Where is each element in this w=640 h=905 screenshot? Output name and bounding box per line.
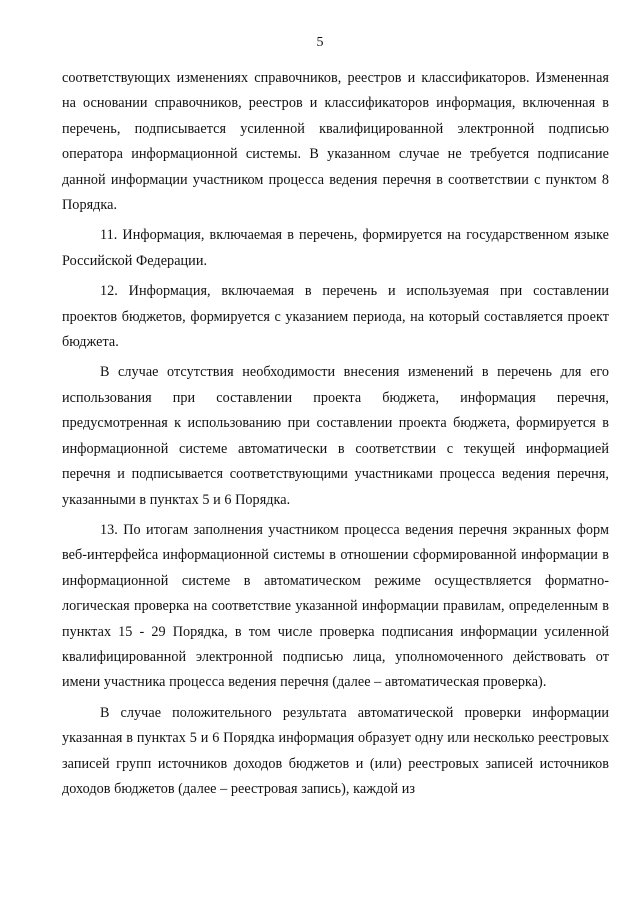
paragraph-continuation: соответствующих изменениях справочников, реестров и классификаторов. Измененная на основании справочников, реестров и классификаторов информация, включенная в перечень, подписывается усиленной квалифицированной электронной подписью оператора информационной системы. В указанном случае не требуется подписание данной информации участником процесса ведения перечня в соответствии с пунктом 8 Порядка. <box>62 70 609 214</box>
page-number: 5 <box>316 35 324 50</box>
paragraph-item-13: 13. По итогам заполнения участником процесса ведения перечня экранных форм веб-интерфейса информационной системы в отношении сформированной информации в информационной системе в автоматическом режиме осуществляется форматно-логическая проверка на соответствие указанной информации правилам, определенным в пунктах 15 - 29 Порядка, в том числе проверка подписания информации усиленной квалифицированной электронной подписью лица, уполномоченного действовать от имени участника процесса ведения перечня (далее – автоматическая проверка). <box>62 521 609 691</box>
paragraph-item-11: 11. Информация, включаемая в перечень, формируется на государственном языке Российской Федерации. <box>62 227 609 269</box>
paragraph-item-12: 12. Информация, включаемая в перечень и используемая при составлении проектов бюджетов, формируется с указанием периода, на который составляется проект бюджета. <box>62 283 609 351</box>
paragraph-item-13-note: В случае положительного результата автоматической проверки информации указанная в пунктах 5 и 6 Порядка информация образует одну или несколько реестровых записей групп источников доходов бюджетов и (или) реестровых записей источников доходов бюджетов (далее – реестровая запись), каждой из <box>62 704 609 797</box>
paragraph-item-12-note: В случае отсутствия необходимости внесения изменений в перечень для его использования при составлении проекта бюджета, информация перечня, предусмотренная к использованию при составлении проекта бюджета, формируется в информационной системе автоматически в соответствии с текущей информацией перечня и подписывается соответствующими участниками процесса ведения перечня, указанными в пунктах 5 и 6 Порядка. <box>62 364 609 508</box>
document-body <box>62 66 609 802</box>
